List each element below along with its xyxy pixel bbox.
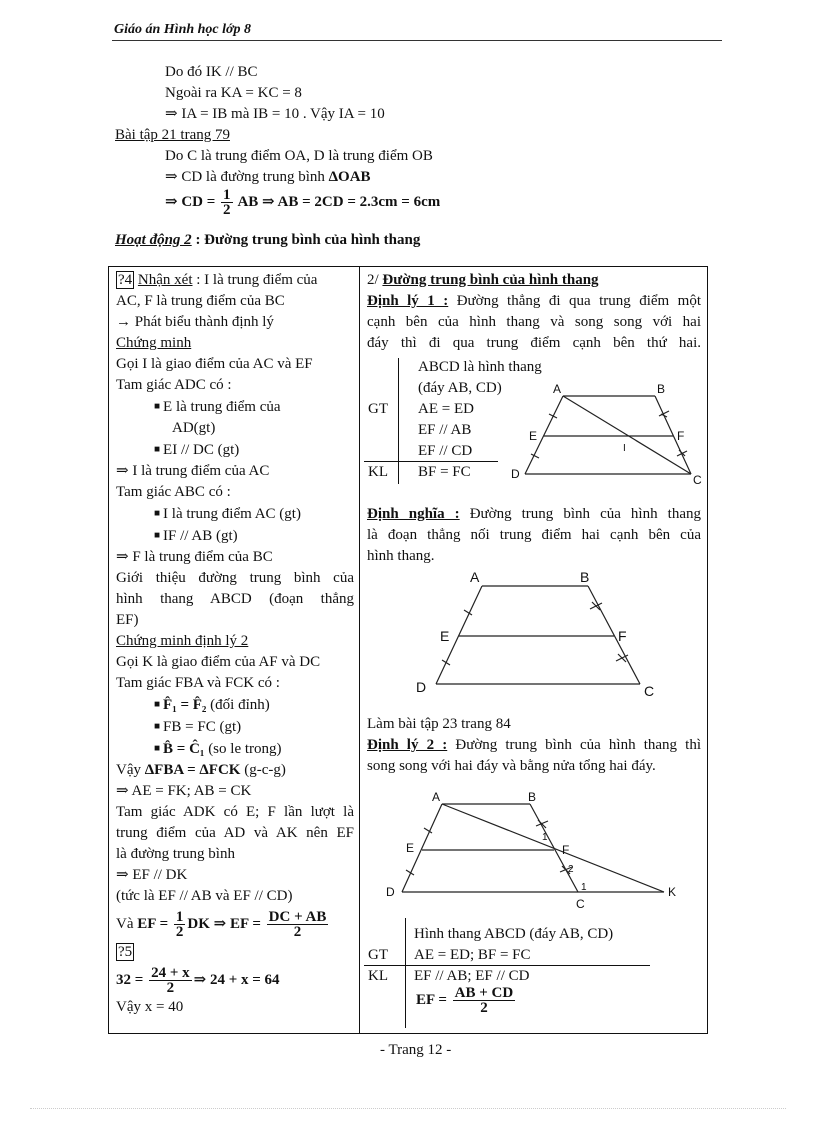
proof2-line-3-text: (đối đỉnh) bbox=[206, 697, 270, 713]
fraction-24x bbox=[149, 966, 192, 995]
kl2-label: KL bbox=[368, 968, 388, 984]
proof2-line-11: ⇒ EF // DK bbox=[116, 867, 188, 883]
activity-text: : Đường trung bình của hình thang bbox=[191, 232, 421, 248]
proof-line-1: Gọi I là giao điểm của AC và EF bbox=[116, 356, 313, 372]
theorem-2-line-2: song song với hai đáy và bằng nửa tổng hai đáy. bbox=[367, 758, 656, 774]
proof-line-10: ⇒ F là trung điểm của BC bbox=[116, 549, 273, 565]
proof-heading: Chứng minh bbox=[116, 335, 192, 351]
section-title: Đường trung bình của hình thang bbox=[382, 272, 599, 288]
question-5-box: ?5 bbox=[118, 944, 133, 960]
proof-line-4: AD(gt) bbox=[172, 420, 216, 436]
formula-prefix: Và bbox=[116, 916, 138, 932]
definition-text: Đường trung bình của hình thang bbox=[459, 506, 701, 522]
fig3-label-f: F bbox=[562, 843, 570, 857]
angle-f1-f2: F̂₁ = F̂₂ bbox=[163, 697, 207, 713]
bullet-icon: ■ bbox=[154, 508, 161, 519]
fraction-half-2 bbox=[174, 910, 186, 939]
note-line-1 bbox=[116, 270, 354, 291]
fraction-den: 2 bbox=[293, 924, 302, 941]
activity-2-heading bbox=[115, 230, 420, 251]
fig3-label-c: C bbox=[576, 897, 585, 911]
kl1-text: BF = FC bbox=[418, 464, 471, 480]
proof2-formula bbox=[116, 908, 354, 940]
remark-text: : I là trung điểm của bbox=[192, 272, 318, 288]
fraction-num: DC + AB bbox=[268, 909, 327, 926]
figure-1 bbox=[505, 378, 705, 490]
top-line-4: Do C là trung điểm OA, D là trung điểm OB bbox=[165, 148, 433, 164]
theorem-2-line-1 bbox=[367, 735, 701, 756]
fig2-label-e: E bbox=[440, 628, 450, 644]
fig1-label-e: E bbox=[529, 429, 538, 443]
fig2-label-c: C bbox=[644, 683, 655, 699]
question-4-box: ?4 bbox=[118, 272, 133, 288]
proof2-line-8: Tam giác ADK có E; F lần lượt là bbox=[116, 804, 354, 820]
fraction-ab-cd bbox=[453, 986, 516, 1015]
gt1-hyp-1: ABCD là hình thang bbox=[418, 359, 542, 375]
top-line-3: ⇒ IA = IB mà IB = 10 . Vậy IA = 10 bbox=[165, 106, 385, 122]
definition-block bbox=[367, 504, 701, 567]
q5-formula bbox=[116, 963, 354, 997]
proof-line-5-text: EI // DC (gt) bbox=[163, 442, 240, 458]
top-line-5-text: ⇒ CD là đường trung bình bbox=[165, 169, 329, 185]
left-column bbox=[116, 270, 354, 1018]
fig1-label-a: A bbox=[553, 382, 562, 396]
gt2-hyp-1: Hình thang ABCD (đáy AB, CD) bbox=[414, 926, 614, 942]
remark-label: Nhận xét bbox=[137, 272, 193, 288]
gt2-vline bbox=[405, 918, 406, 1028]
proof-line-9 bbox=[116, 525, 354, 547]
theorem-1-line-3: đáy thì đi qua trung điểm cạnh bên thứ hai. bbox=[367, 335, 701, 351]
fig1-bc bbox=[655, 396, 691, 474]
top-line-2: Ngoài ra KA = KC = 8 bbox=[165, 85, 302, 101]
fraction-num: 24 + x bbox=[151, 965, 190, 982]
note-line-3: → Phát biểu thành định lý bbox=[116, 314, 274, 330]
proof-line-8-text: I là trung điểm AC (gt) bbox=[163, 506, 301, 522]
formula-cd bbox=[165, 188, 440, 217]
fig2-tick bbox=[442, 660, 450, 665]
theorem-1-text: Đường thẳng đi qua trung điểm một bbox=[448, 293, 701, 309]
proof-line-6: ⇒ I là trung điểm của AC bbox=[116, 463, 270, 479]
gt1-vline bbox=[398, 358, 399, 484]
formula-cd-lhs: ⇒ CD = bbox=[165, 193, 216, 210]
theorem-1-line-2: cạnh bên của hình thang và song song với hai bbox=[367, 314, 701, 330]
gt2-label: GT bbox=[368, 947, 388, 963]
theorem-1-label: Định lý 1 : bbox=[367, 293, 449, 309]
definition-line-3: hình thang. bbox=[367, 548, 435, 564]
theorem-2-block bbox=[367, 714, 701, 777]
proof2-line-5 bbox=[116, 738, 354, 760]
fig1-ac bbox=[563, 396, 691, 474]
gt2-hyp-2: AE = ED; BF = FC bbox=[414, 947, 531, 963]
figure-3 bbox=[380, 786, 690, 914]
q5-lhs: 32 = bbox=[116, 972, 144, 988]
proof2-line-4-text: FB = FC (gt) bbox=[163, 719, 242, 735]
fig3-label-d: D bbox=[386, 885, 395, 899]
definition-line-1 bbox=[367, 504, 701, 525]
proof-theorem-2-heading: Chứng minh định lý 2 bbox=[116, 633, 249, 649]
bullet-icon: ■ bbox=[154, 444, 161, 455]
proof-line-13: EF) bbox=[116, 612, 139, 628]
fraction-num: 1 bbox=[175, 909, 184, 926]
proof2-line-2: Tam giác FBA và FCK có : bbox=[116, 675, 280, 691]
figure-2 bbox=[408, 566, 668, 702]
fig1-label-f: F bbox=[677, 429, 685, 443]
proof-line-2: Tam giác ADC có : bbox=[116, 377, 232, 393]
q5-result: Vậy x = 40 bbox=[116, 999, 184, 1015]
exercise-23: Làm bài tập 23 trang 84 bbox=[367, 716, 511, 732]
fig3-label-2: 2 bbox=[568, 864, 574, 875]
top-line-5 bbox=[165, 167, 371, 188]
fraction-dc-ab bbox=[267, 910, 329, 939]
q5-rhs: ⇒ 24 + x = 64 bbox=[193, 972, 280, 988]
fraction-den: 2 bbox=[175, 924, 184, 941]
fraction-half bbox=[221, 188, 233, 217]
fraction-den: 2 bbox=[223, 202, 231, 218]
fig2-label-b: B bbox=[580, 569, 590, 585]
fig3-ak bbox=[442, 804, 664, 892]
proof2-line-4 bbox=[116, 716, 354, 738]
section-number: 2/ bbox=[367, 272, 383, 288]
formula-cd-rhs: AB ⇒ AB = 2CD = 2.3cm = 6cm bbox=[237, 193, 441, 210]
proof-line-11: Giới thiệu đường trung bình của bbox=[116, 570, 354, 586]
proof2-line-12: (tức là EF // AB và EF // CD) bbox=[116, 888, 293, 904]
theorem-2-label: Định lý 2 : bbox=[367, 737, 448, 753]
gt1-hyp-3: AE = ED bbox=[418, 401, 474, 417]
header-title: Giáo án Hình học lớp 8 bbox=[114, 22, 252, 37]
kl2-formula-lhs: EF = bbox=[416, 991, 447, 1008]
activity-label: Hoạt động 2 bbox=[115, 232, 192, 248]
note-line-2: AC, F là trung điểm của BC bbox=[116, 293, 285, 309]
proof2-line-9: trung điểm của AD và AK nên EF bbox=[116, 825, 354, 841]
fraction-num: AB + CD bbox=[454, 985, 514, 1001]
question-5-line bbox=[116, 942, 354, 963]
gt1-hyp-2: (đáy AB, CD) bbox=[418, 380, 502, 396]
fig3-label-1b: 1 bbox=[581, 882, 587, 893]
right-column bbox=[367, 270, 701, 354]
proof-line-9-text: IF // AB (gt) bbox=[163, 528, 238, 544]
proof2-line-5-text: (so le trong) bbox=[204, 741, 282, 757]
fig2-label-f: F bbox=[618, 628, 627, 644]
kl2-formula bbox=[416, 986, 517, 1015]
proof2-line-10: là đường trung bình bbox=[116, 846, 235, 862]
proof2-line-3 bbox=[116, 694, 354, 716]
fraction-num: 1 bbox=[223, 187, 231, 203]
proof2-line-6-suffix: (g-c-g) bbox=[240, 762, 286, 778]
fig3-label-b: B bbox=[528, 790, 537, 804]
fig1-label-d: D bbox=[511, 467, 520, 481]
triangle-oab: ΔOAB bbox=[328, 169, 371, 185]
fig3-label-1: 1 bbox=[542, 832, 548, 843]
theorem-2-text: Đường trung bình của hình thang thì bbox=[447, 737, 701, 753]
angle-b-c1: B̂ = Ĉ₁ bbox=[163, 741, 205, 757]
proof-line-8 bbox=[116, 503, 354, 525]
exercise-21-title: Bài tập 21 trang 79 bbox=[115, 127, 230, 143]
bullet-icon: ■ bbox=[154, 699, 161, 710]
formula-ef-mid: DK ⇒ EF = bbox=[187, 916, 261, 932]
column-separator bbox=[359, 266, 360, 1034]
bullet-icon: ■ bbox=[154, 401, 161, 412]
fig3-label-a: A bbox=[432, 790, 441, 804]
proof2-line-1: Gọi K là giao điểm của AF và DC bbox=[116, 654, 321, 670]
section-2-title bbox=[367, 270, 701, 291]
header-rule bbox=[112, 40, 722, 41]
bullet-icon: ■ bbox=[154, 743, 161, 754]
proof2-line-6-prefix: Vậy bbox=[116, 762, 145, 778]
definition-line-2: là đoạn thẳng nối trung điểm hai cạnh bên của bbox=[367, 527, 701, 543]
fig1-label-c: C bbox=[693, 473, 702, 487]
bullet-icon: ■ bbox=[154, 530, 161, 541]
fraction-den: 2 bbox=[480, 1000, 488, 1016]
fraction-den: 2 bbox=[166, 980, 175, 997]
fig1-label-b: B bbox=[657, 382, 666, 396]
fig1-label-i: I bbox=[623, 443, 626, 454]
gt1-hyp-4: EF // AB bbox=[418, 422, 472, 438]
proof2-line-7: ⇒ AE = FK; AB = CK bbox=[116, 783, 252, 799]
top-line-1: Do đó IK // BC bbox=[165, 64, 258, 80]
proof-line-5 bbox=[116, 439, 354, 461]
fig2-label-d: D bbox=[416, 679, 427, 695]
triangle-congruence: ΔFBA = ΔFCK bbox=[144, 762, 241, 778]
fig3-label-k: K bbox=[668, 885, 677, 899]
gt1-label: GT bbox=[368, 401, 388, 417]
fig2-label-a: A bbox=[470, 569, 480, 585]
bottom-dotted-rule bbox=[30, 1108, 786, 1109]
page-footer: - Trang 12 - bbox=[380, 1042, 452, 1058]
bullet-icon: ■ bbox=[154, 721, 161, 732]
kl2-line-1: EF // AB; EF // CD bbox=[414, 968, 530, 984]
proof-line-3 bbox=[116, 396, 354, 418]
gt2-hline bbox=[364, 965, 650, 966]
fig2-bc bbox=[588, 586, 640, 684]
gt1-hline bbox=[364, 461, 498, 462]
proof-line-3-text: E là trung điểm của bbox=[163, 399, 281, 415]
gt1-hyp-5: EF // CD bbox=[418, 443, 473, 459]
kl1-label: KL bbox=[368, 464, 388, 480]
proof-line-7: Tam giác ABC có : bbox=[116, 484, 231, 500]
formula-ef-lhs: EF = bbox=[137, 916, 169, 932]
fig3-label-e: E bbox=[406, 841, 415, 855]
theorem-1-line-1 bbox=[367, 291, 701, 312]
proof2-line-6 bbox=[116, 760, 354, 781]
definition-label: Định nghĩa : bbox=[367, 506, 460, 522]
proof-line-12: hình thang ABCD (đoạn thẳng bbox=[116, 591, 354, 607]
